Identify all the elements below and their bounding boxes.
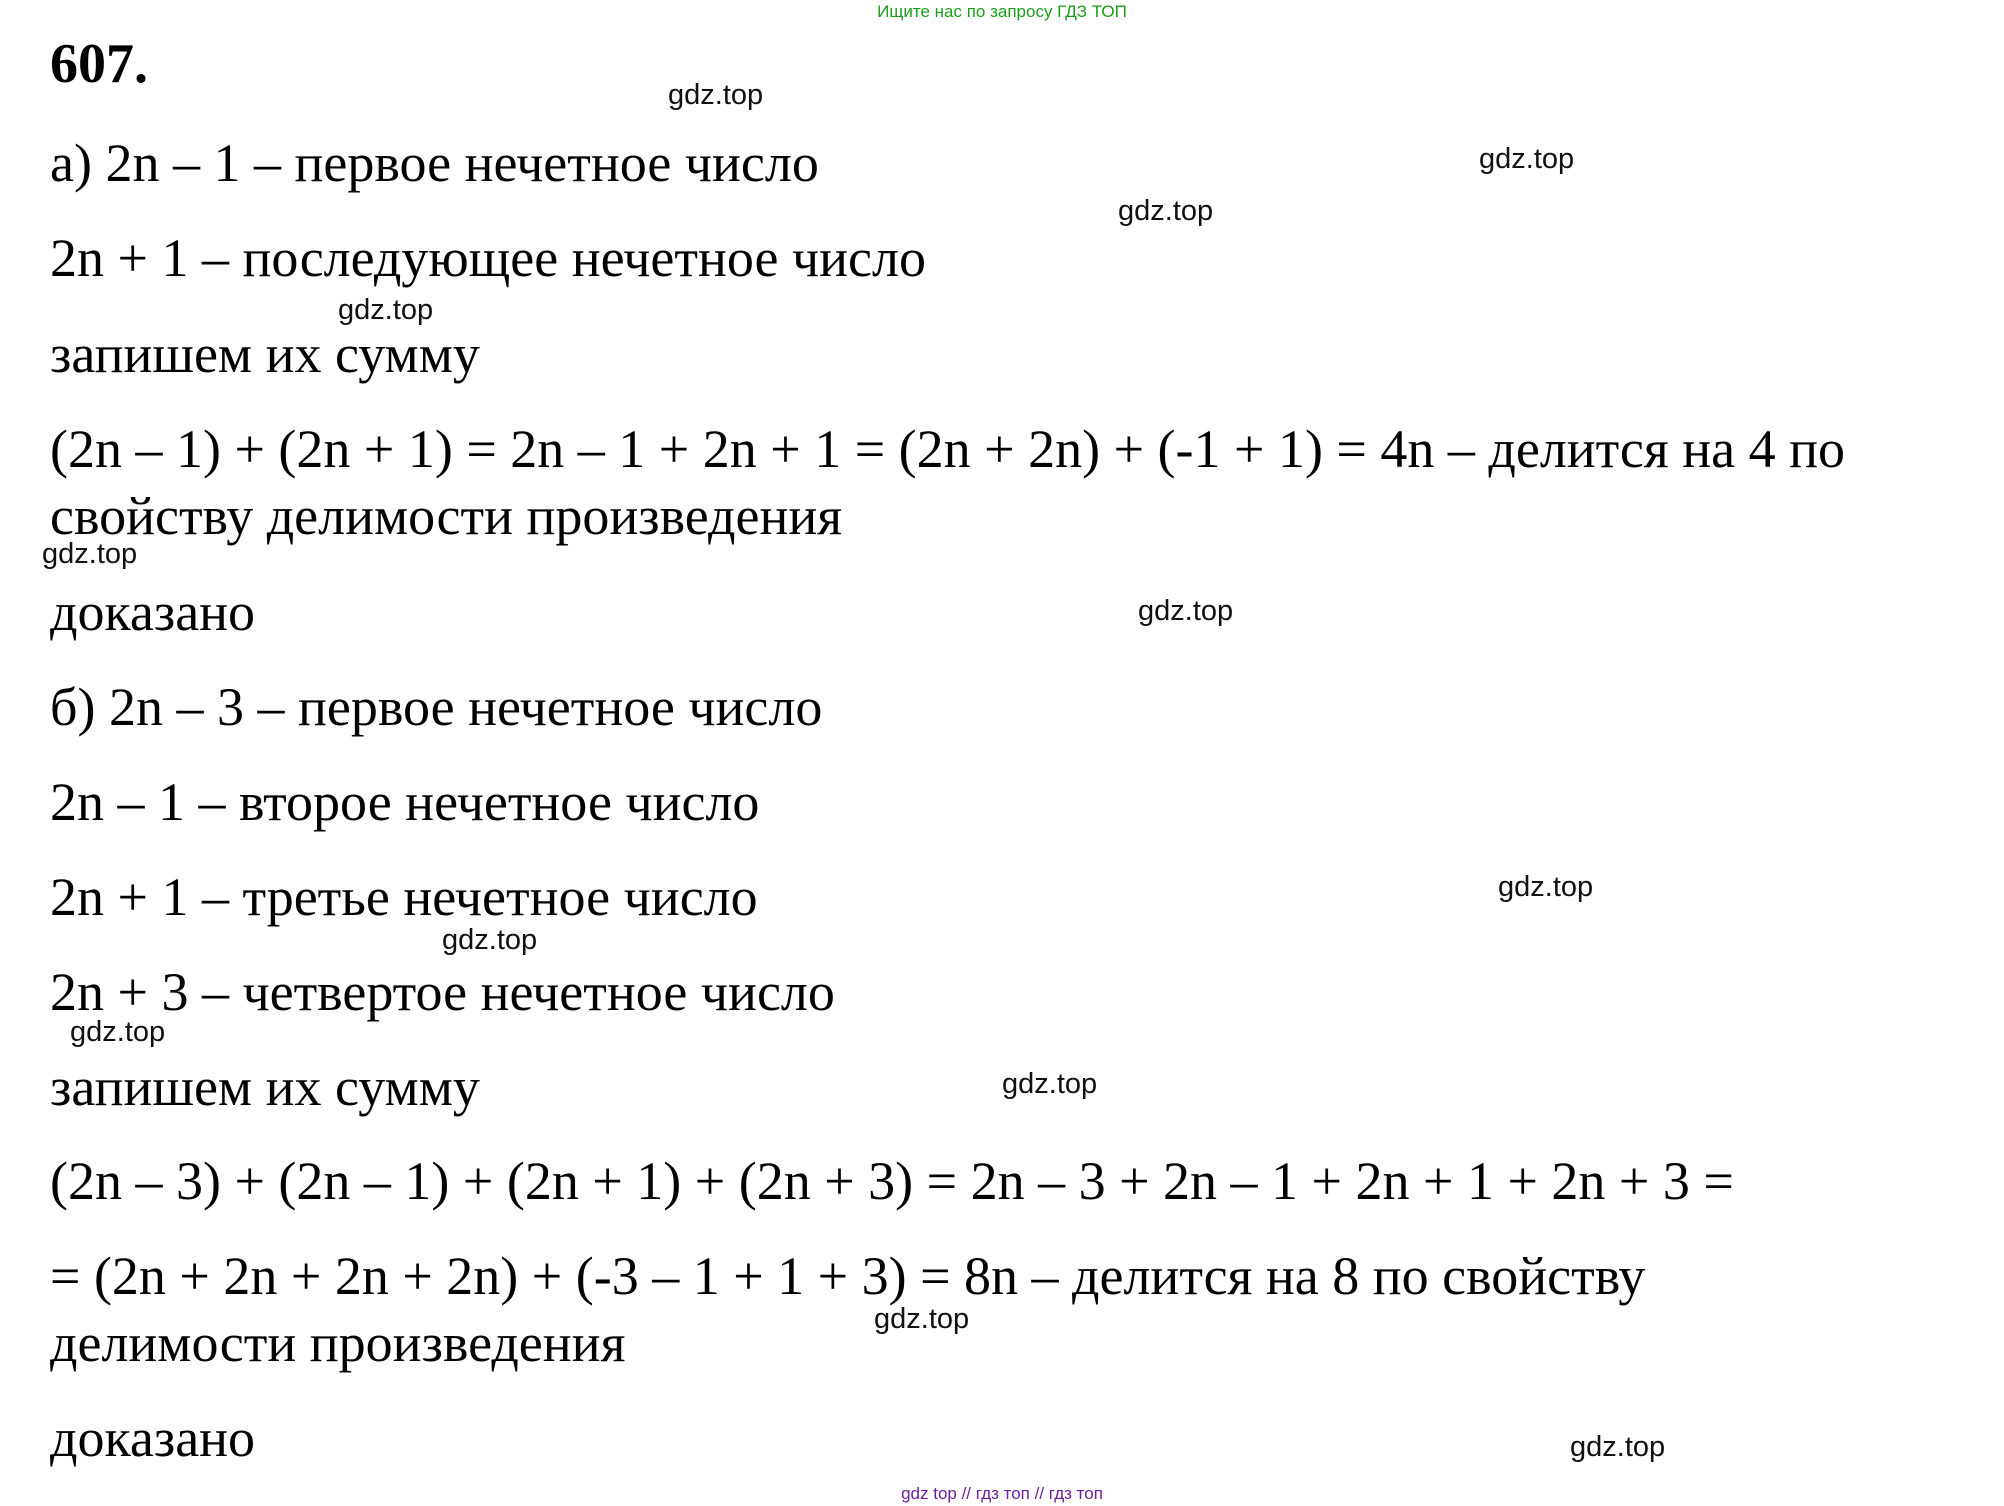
solution-line: (2n – 1) + (2n + 1) = 2n – 1 + 2n + 1 = (2n + 2n) + (-1 + 1) = 4n – делится на 4 по: [50, 419, 1845, 479]
solution-line: доказано: [50, 582, 256, 642]
watermark: gdz.top: [70, 1016, 166, 1048]
solution-line: 2n + 3 – четвертое нечетное число: [50, 962, 835, 1022]
solution-line: доказано: [50, 1408, 256, 1468]
watermark: gdz.top: [1138, 595, 1234, 627]
watermark: gdz.top: [1498, 871, 1594, 903]
solution-line: 2n + 1 – последующее нечетное число: [50, 228, 926, 288]
watermark: gdz.top: [1002, 1068, 1098, 1100]
watermark: gdz.top: [442, 924, 538, 956]
solution-line: 2n – 1 – второе нечетное число: [50, 772, 760, 832]
watermark: gdz.top: [874, 1303, 970, 1335]
watermark: gdz.top: [1570, 1431, 1666, 1463]
solution-line: а) 2n – 1 – первое нечетное число: [50, 133, 819, 193]
solution-line: б) 2n – 3 – первое нечетное число: [50, 677, 823, 737]
solution-line: (2n – 3) + (2n – 1) + (2n + 1) + (2n + 3) = 2n – 3 + 2n – 1 + 2n + 1 + 2n + 3 =: [50, 1151, 1734, 1211]
solution-line: делимости произведения: [50, 1313, 626, 1373]
footer-note: gdz top // гдз топ // гдз топ: [901, 1484, 1103, 1503]
solution-line: запишем их сумму: [50, 1057, 480, 1117]
solution-line: = (2n + 2n + 2n + 2n) + (-3 – 1 + 1 + 3) = 8n – делится на 8 по свойству: [50, 1246, 1646, 1306]
watermark: gdz.top: [1479, 143, 1575, 175]
watermark: gdz.top: [42, 538, 138, 570]
problem-number: 607.: [50, 33, 148, 95]
watermark: gdz.top: [668, 79, 764, 111]
watermark: gdz.top: [338, 294, 434, 326]
solution-line: 2n + 1 – третье нечетное число: [50, 867, 758, 927]
solution-line: запишем их сумму: [50, 324, 480, 384]
header-note: Ищите нас по запросу ГДЗ ТОП: [877, 2, 1127, 21]
solution-line: свойству делимости произведения: [50, 486, 843, 546]
watermark: gdz.top: [1118, 195, 1214, 227]
